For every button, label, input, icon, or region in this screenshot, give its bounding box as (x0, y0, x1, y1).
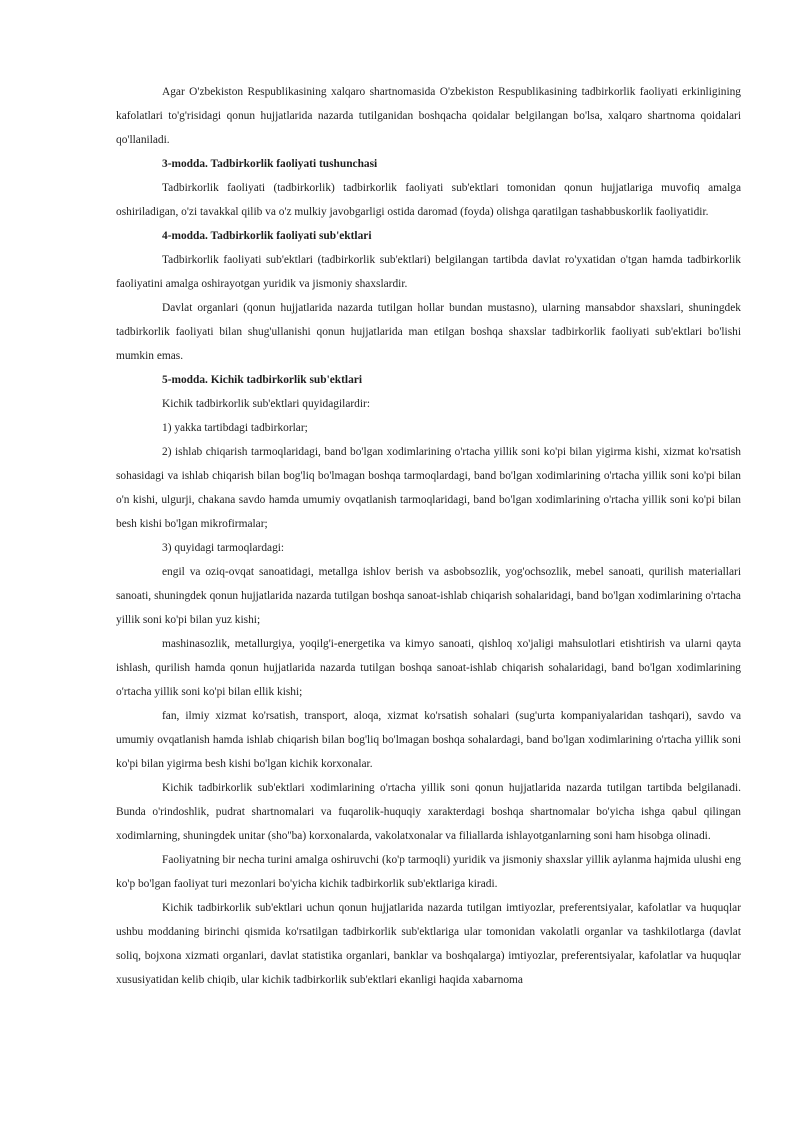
paragraph: Davlat organlari (qonun hujjatlarida nazarda tutilgan hollar bundan mustasno), ularning mansabdor shaxslari, shuningdek tadbirkorlik faoliyati bilan shug'ullanishi qonun hujjatlarida man etilgan boshqa shaxslar tadbirkorlik faoliyati sub'ektlari bo'lishi mumkin emas. (116, 302, 741, 362)
document-page (116, 80, 741, 992)
paragraph: Agar O'zbekiston Respublikasining xalqaro shartnomasida O'zbekiston Respublikasining tadbirkorlik faoliyati erkinligining kafolatlari to'g'risidagi qonun hujjatlarida nazarda tutilganidan boshqacha qoidalar belgilangan bo'lsa, xalqaro shartnoma qoidalari qo'llaniladi. (116, 86, 741, 146)
article-heading: 5-modda. Kichik tadbirkorlik sub'ektlari (162, 374, 363, 386)
paragraph: 2) ishlab chiqarish tarmoqlaridagi, band bo'lgan xodimlarining o'rtacha yillik soni ko'pi bilan yigirma kishi, xizmat ko'rsatish sohasidagi va ishlab chiqarish bilan bog'liq bo'lmagan boshqa tarmoqlardagi, band bo'lgan xodimlarining o'rtacha yillik soni ko'pi bilan o'n kishi, ulgurji, chakana savdo hamda umumiy ovqatlanish tarmoqlaridagi, band bo'lgan xodimlarining o'rtacha yillik soni ko'pi bilan besh kishi bo'lgan mikrofirmalar; (116, 446, 741, 530)
paragraph: 1) yakka tartibdagi tadbirkorlar; (162, 422, 308, 434)
paragraph: Tadbirkorlik faoliyati sub'ektlari (tadbirkorlik sub'ektlari) belgilangan tartibda davlat ro'yxatidan o'tgan hamda tadbirkorlik faoliyatini amalga oshirayotgan yuridik va jismoniy shaxslardir. (116, 254, 741, 290)
paragraph: mashinasozlik, metallurgiya, yoqilg'i-energetika va kimyo sanoati, qishloq xo'jaligi mahsulotlari etishtirish va ularni qayta ishlash, qurilish hamda qonun hujjatlarida nazarda tutilgan boshqa sanoat-ishlab chiqarish sohalaridagi, band bo'lgan xodimlarining o'rtacha yillik soni ko'pi bilan ellik kishi; (116, 638, 741, 698)
paragraph: Kichik tadbirkorlik sub'ektlari quyidagilardir: (162, 398, 370, 410)
paragraph: Kichik tadbirkorlik sub'ektlari xodimlarining o'rtacha yillik soni qonun hujjatlarida nazarda tutilgan tartibda belgilanadi. Bunda o'rindoshlik, pudrat shartnomalari va fuqarolik-huquqiy xarakterdagi boshqa shartnomalar bo'yicha ishga qabul qilingan xodimlarning, shuningdek unitar (sho''ba) korxonalarda, vakolatxonalar va filiallarda ishlayotganlarning soni ham hisobga olinadi. (116, 782, 741, 842)
paragraph: Kichik tadbirkorlik sub'ektlari uchun qonun hujjatlarida nazarda tutilgan imtiyozlar, preferentsiyalar, kafolatlar va huquqlar ushbu moddaning birinchi qismida ko'rsatilgan tadbirkorlik sub'ektlariga ular tomonidan vakolatli organlar va tashkilotlarga (davlat soliq, bojxona xizmati organlari, davlat statistika organlari, banklar va boshqalarga) imtiyozlar, preferentsiyalar, kafolatlar va huquqlar xususiyatidan kelib chiqib, ular kichik tadbirkorlik sub'ektlari ekanligi haqida xabarnoma (116, 902, 741, 986)
article-heading: 4-modda. Tadbirkorlik faoliyati sub'ektlari (162, 230, 372, 242)
paragraph: fan, ilmiy xizmat ko'rsatish, transport, aloqa, xizmat ko'rsatish sohalari (sug'urta kompaniyalaridan tashqari), savdo va umumiy ovqatlanish hamda ishlab chiqarish bilan bog'liq bo'lmagan boshqa sohalardagi, band bo'lgan xodimlarining o'rtacha yillik soni ko'pi bilan yigirma besh kishi bo'lgan kichik korxonalar. (116, 710, 741, 770)
paragraph: Tadbirkorlik faoliyati (tadbirkorlik) tadbirkorlik faoliyati sub'ektlari tomonidan qonun hujjatlariga muvofiq amalga oshiriladigan, o'zi tavakkal qilib va o'z mulkiy javobgarligi ostida daromad (foyda) olishga qaratilgan tashabbuskorlik faoliyatidir. (116, 182, 741, 218)
paragraph: Faoliyatning bir necha turini amalga oshiruvchi (ko'p tarmoqli) yuridik va jismoniy shaxslar yillik aylanma hajmida ulushi eng ko'p bo'lgan faoliyat turi mezonlari bo'yicha kichik tadbirkorlik sub'ektlariga kiradi. (116, 854, 741, 890)
paragraph: 3) quyidagi tarmoqlardagi: (162, 542, 285, 554)
article-heading: 3-modda. Tadbirkorlik faoliyati tushunchasi (162, 158, 378, 170)
paragraph: engil va oziq-ovqat sanoatidagi, metallga ishlov berish va asbobsozlik, yog'ochsozlik, mebel sanoati, qurilish materiallari sanoati, shuningdek qonun hujjatlarida nazarda tutilgan boshqa sanoat-ishlab chiqarish sohalaridagi, band bo'lgan xodimlarining o'rtacha yillik soni ko'pi bilan yuz kishi; (116, 566, 741, 626)
